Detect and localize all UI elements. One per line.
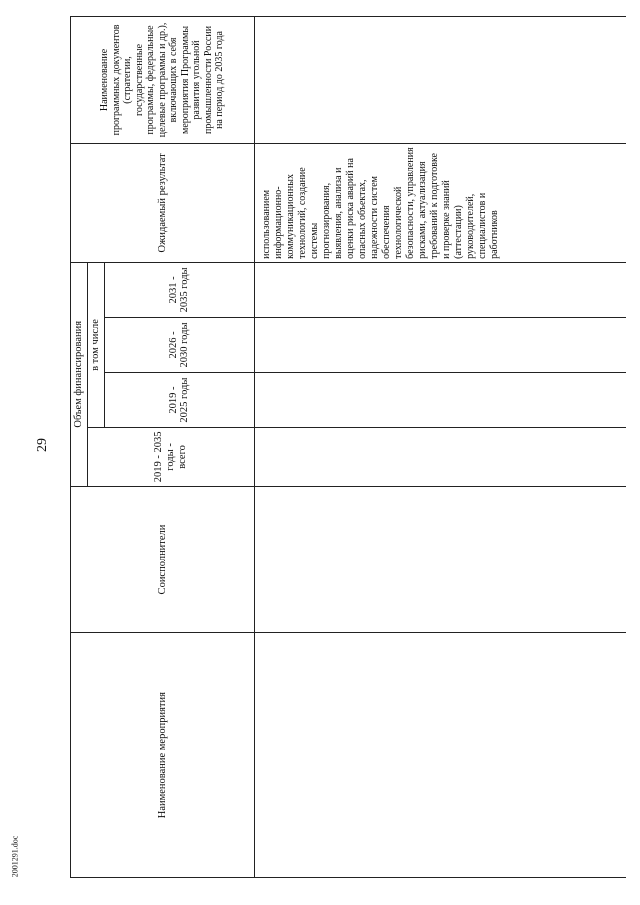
cell-coexecutors: [254, 486, 626, 633]
page-number: 29: [35, 438, 50, 452]
cell-expected-result: использованием информационно-коммуникационных технологий, создание системы прогнозирования, выявления, анализа и оценки риска аварий на опасных объектах, надежности систем обеспечения технологической безопасности, управления рисками, актуализация требований к подготовке и проверке знаний (аттестации) руководителей, специалистов и работников: [254, 143, 626, 262]
cell-program-documents: [254, 17, 626, 144]
header-period-2026-2030: 2026 - 2030 годы: [104, 317, 254, 372]
header-including: в том числе: [88, 262, 105, 427]
cell-period3: [254, 262, 626, 317]
header-program-documents: Наименование программных документов (стратегии, государственные программы, федеральные целевые программы и др.), включающих в себя мероприятия Программы развития угольной промышленности России на период до 2035 года: [71, 17, 255, 144]
cell-period2: [254, 317, 626, 372]
rotated-table-sheet: [70, 16, 630, 878]
header-total: 2019 - 2035 годы - всего: [88, 428, 255, 487]
header-period-2019-2025: 2019 - 2025 годы: [104, 373, 254, 428]
header-measure-name: Наименование мероприятия: [71, 633, 255, 878]
cell-total: [254, 428, 626, 487]
header-expected-result: Ожидаемый результат: [71, 143, 255, 262]
cell-measure-name: [254, 633, 626, 878]
document-id: 2001291.doc: [10, 835, 20, 878]
header-coexecutors: Соисполнители: [71, 486, 255, 633]
measures-table: [70, 16, 626, 878]
header-funding: Объем финансирования: [71, 262, 88, 486]
cell-period1: [254, 373, 626, 428]
header-period-2031-2035: 2031 - 2035 годы: [104, 262, 254, 317]
